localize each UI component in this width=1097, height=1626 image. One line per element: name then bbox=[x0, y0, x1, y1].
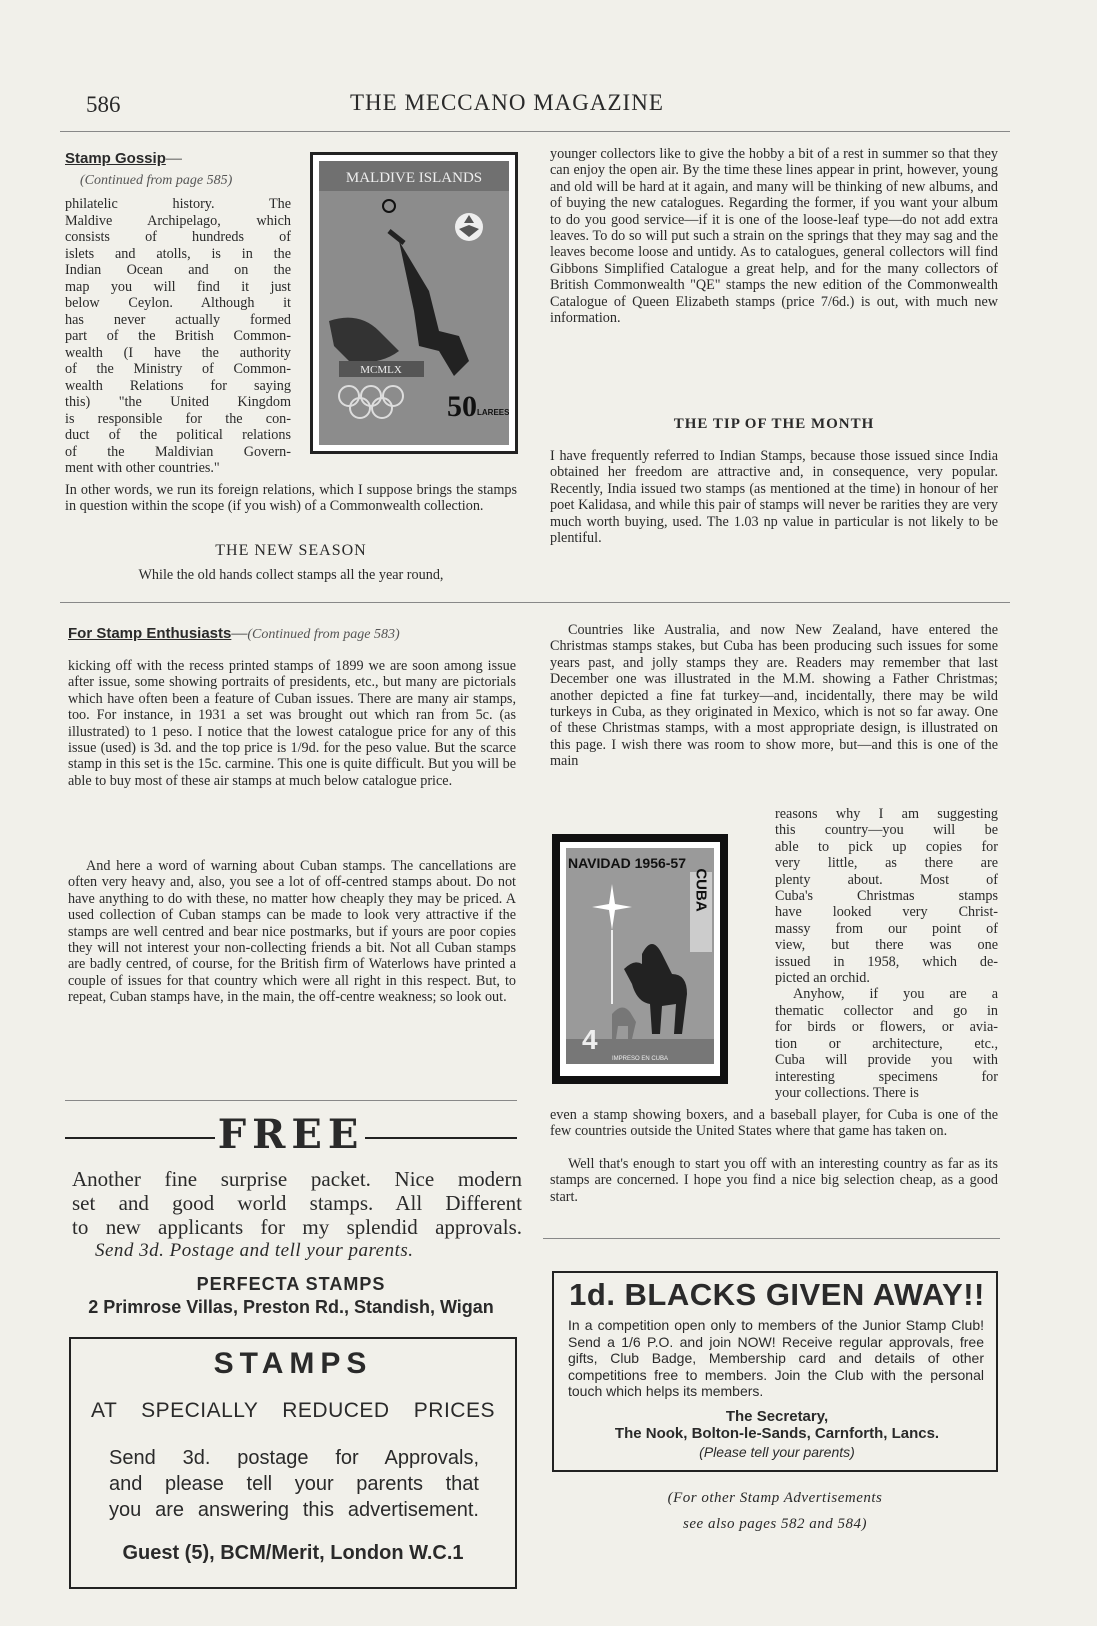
wrapped-line: Cuba will provide you with bbox=[775, 1052, 998, 1069]
wrapped-line: islets and atolls, is in the bbox=[65, 245, 291, 262]
wrapped-line: this) "the United Kingdom bbox=[65, 394, 291, 410]
maldive-year-text: MCMLX bbox=[360, 364, 402, 376]
wrapped-line: below Ceylon. Although it bbox=[65, 295, 291, 311]
wrapped-line: view, but there was one bbox=[775, 937, 998, 954]
tip-of-month-text: I have frequently referred to Indian Stamps, because those issued since India obtained her freedom are attractive and, in consequence, very popular. Recently, India issued two stamps (as mentioned at the time) in honour of her poet Kalidasa, and while this pair of stamps will never be rarities they are very much worth buying, used. The 1.03 np value in particular is not likely to be plentiful. bbox=[550, 448, 998, 547]
wrapped-line: massy from our point of bbox=[775, 920, 998, 937]
enthusiasts-right-para-1: Countries like Australia, and now New Zealand, have entered the Christmas stamps stakes, but Cuba has been producing such issues for some years past, and jolly stamps they are. Readers may remember that last December one was illustrated in the M.M. showing a Father Christmas; another depicted a fine fat turkey—and, incidentally, there may be wild turkeys in Cuba, as they originated in Mexico, which is not so far away. One of these Christmas stamps, with a most appropriate design, is illustrated on this page. I wish there was room to show more, but—and this is one of the main bbox=[550, 622, 998, 770]
free-ad-company: PERFECTA STAMPS bbox=[196, 1274, 386, 1294]
cuba-printer-text: IMPRESO EN CUBA bbox=[611, 1056, 669, 1062]
cuba-stamp-artwork bbox=[552, 834, 728, 1084]
blacks-ad-secretary: The Secretary, bbox=[725, 1408, 829, 1425]
enthusiasts-right-para-3: Well that's enough to start you off with an interesting country as far as its stamps are concerned. I hope you find a nice big selection cheap, as a good start. bbox=[550, 1156, 998, 1205]
stamps-ad-address: Guest (5), BCM/Merit, London W.C.1 bbox=[122, 1542, 464, 1564]
maldive-value-text: 50 bbox=[447, 390, 477, 423]
blacks-ad-title: 1d. BLACKS GIVEN AWAY!! bbox=[569, 1277, 985, 1312]
maldive-country-text: MALDIVE ISLANDS bbox=[345, 170, 483, 186]
wrapped-line: of the Ministry of Common- bbox=[65, 361, 291, 377]
stamps-ad-line-3: you are answering this advertisement. bbox=[109, 1499, 479, 1521]
wrapped-line: is responsible for the con- bbox=[65, 410, 291, 427]
enthusiasts-heading: For Stamp Enthusiasts bbox=[68, 625, 232, 642]
enthusiasts-continued: (Continued from page 583) bbox=[247, 627, 400, 642]
wrapped-line: philatelic history. The bbox=[65, 196, 291, 212]
magazine-title: THE MECCANO MAGAZINE bbox=[350, 90, 664, 115]
enthusiasts-right-para-2: even a stamp showing boxers, and a baseball player, for Cuba is one of the few countries outside the United States where that game has taken on. bbox=[550, 1107, 998, 1140]
maldive-currency-text: LAREES bbox=[477, 408, 509, 417]
wrapped-line: this country—you will be bbox=[775, 822, 998, 839]
maldive-stamp-artwork bbox=[319, 161, 509, 445]
free-ad-title: FREE bbox=[217, 1111, 365, 1158]
wrapped-line: very little, as there are bbox=[775, 855, 998, 872]
wrapped-line: plenty about. Most of bbox=[775, 871, 998, 888]
wrapped-line: reasons why I am suggesting bbox=[775, 806, 998, 822]
stamps-ad-title: STAMPS bbox=[213, 1347, 373, 1380]
blacks-ad-address: The Nook, Bolton-le-Sands, Carnforth, Lancs. bbox=[614, 1425, 940, 1442]
wrapped-line: Anyhow, if you are a bbox=[793, 986, 998, 1003]
free-ad-address: 2 Primrose Villas, Preston Rd., Standish, Wigan bbox=[88, 1297, 494, 1317]
stamp-gossip-heading: Stamp Gossip bbox=[65, 150, 166, 167]
stamp-gossip-heading-block bbox=[65, 150, 305, 168]
header-rule bbox=[60, 131, 1010, 132]
blacks-ad-note: (Please tell your parents) bbox=[699, 1444, 855, 1460]
wrapped-line: ment with other countries." bbox=[65, 460, 220, 476]
wrapped-line: interesting specimens for bbox=[775, 1068, 998, 1085]
wrapped-line: map you will find it just bbox=[65, 278, 291, 295]
cuba-country-text: CUBA bbox=[692, 868, 710, 912]
enthusiasts-right-wrapped bbox=[775, 806, 998, 1101]
wrapped-line: tion or architecture, etc., bbox=[775, 1035, 998, 1052]
blacks-ad-box bbox=[552, 1271, 998, 1472]
footer-note-line-2: see also pages 582 and 584) bbox=[683, 1516, 867, 1532]
wrapped-line: Indian Ocean and on the bbox=[65, 262, 291, 278]
maldive-stamp-image bbox=[310, 152, 518, 454]
cuba-inscription-text: NAVIDAD 1956-57 bbox=[568, 855, 687, 871]
cuba-value-text: 4 bbox=[582, 1024, 598, 1055]
free-ad-line-3: to new applicants for my splendid approvals. bbox=[72, 1215, 522, 1239]
blacks-ad-text: In a competition open only to members of the Junior Stamp Club! Send a 1/6 P.O. and join NOW! Receive regular approvals, free gifts, Club Badge, Membership card and details of other competitions free to members. Join the Club with the personal touch which helps its members. bbox=[568, 1317, 984, 1399]
cuba-stamp-image bbox=[552, 834, 728, 1084]
page-number: 586 bbox=[86, 92, 121, 117]
stamp-gossip-right-column: younger collectors like to give the hobby a bit of a rest in summer so that they can enjoy the open air. By the time these lines appear in print, however, young and old will be hard at it again, and many will be thinking of new albums, and of buying the new catalogues. Regarding the former, if you want your album to do you good service—if it is one of the loose-leaf type—do not add extra leaves. To do so will put such a strain on the springs that they may sag and the leaves become loose and untidy. As to catalogues, general collectors will find Gibbons Simplified Catalogue a great help, and for the many collectors of British Commonwealth "QE" stamps the new edition of the Commonwealth Catalogue of Queen Elizabeth stamps (price 7/6d.) is out, with much new information. bbox=[550, 146, 998, 327]
free-ad-line-1: Another fine surprise packet. Nice modern bbox=[72, 1167, 522, 1191]
enthusiasts-para-2: And here a word of warning about Cuban stamps. The cancellations are often very heavy and, also, you see a lot of off-centred stamps about. Do not have anything to do with these, no matter how cheaply they may be priced. A used collection of Cuban stamps can be made to look very attractive if the stamps are well centred and bear nice postmarks, but if yours are poor copies they will not interest your non-collecting friends a bit. Not all Cuban stamps are badly centred, of course, for the British firm of Waterlows have printed a couple of issues for that country which were all right in this respect. But, to repeat, Cuban stamps have, in the main, the off-centre weakness; so look out. bbox=[68, 858, 516, 1006]
enthusiasts-para-1: kicking off with the recess printed stamps of 1899 we are soon among issue after issue, some showing portraits of presidents, etc., but many are pictorials which have often been a feature of Cuban issues. There are many air stamps, too. For instance, in 1931 a set was brought out which ran from 5c. (as illustrated) to 1 peso. I notice that the lowest catalogue price for any of this issue (used) is 3d. and the top price is 1/9d. for the peso value. But the scarce stamp in this set is the 15c. carmine. This one is quite difficult. But you will be able to buy most of these air stamps at much below catalogue price. bbox=[68, 658, 516, 789]
wrapped-line: duct of the political relations bbox=[65, 427, 291, 443]
tip-of-month-heading: THE TIP OF THE MONTH bbox=[673, 416, 875, 432]
stamp-gossip-continued: (Continued from page 585) bbox=[80, 173, 233, 188]
blacks-ad-top-rule bbox=[543, 1238, 1000, 1239]
heading-dash: — bbox=[165, 150, 182, 167]
stamps-ad-line-2: and please tell your parents that bbox=[109, 1473, 479, 1495]
footer-note-line-1: (For other Stamp Advertisements bbox=[667, 1490, 883, 1506]
stamps-ad-line-1: Send 3d. postage for Approvals, bbox=[109, 1447, 479, 1469]
free-ad-line-2: set and good world stamps. All Different bbox=[72, 1191, 522, 1215]
wrapped-line: issued in 1958, which de- bbox=[775, 953, 998, 970]
free-ad-title-row bbox=[65, 1112, 517, 1157]
stamp-gossip-foreign-relations: In other words, we run its foreign relations, which I suppose brings the stamps in question within the scope (if you wish) of a Commonwealth collection. bbox=[65, 482, 517, 515]
wrapped-line: Cuba's Christmas stamps bbox=[775, 888, 998, 905]
enthusiasts-heading-block bbox=[68, 625, 528, 643]
wrapped-line: consists of hundreds of bbox=[65, 229, 291, 245]
free-ad-line-4: Send 3d. Postage and tell your parents. bbox=[95, 1240, 414, 1261]
stamps-ad-subtitle: AT SPECIALLY REDUCED PRICES bbox=[91, 1399, 495, 1422]
wrapped-line: wealth Relations for saying bbox=[65, 377, 291, 394]
section-divider bbox=[60, 602, 1010, 603]
new-season-heading: THE NEW SEASON bbox=[215, 542, 367, 559]
wrapped-line: for birds or flowers, or avia- bbox=[775, 1019, 998, 1036]
free-ad-top-rule bbox=[65, 1100, 517, 1101]
free-ad-left-line bbox=[65, 1137, 215, 1139]
enthusiasts-dash: — bbox=[231, 625, 248, 642]
wrapped-line: wealth (I have the authority bbox=[65, 344, 291, 361]
wrapped-line: Maldive Archipelago, which bbox=[65, 212, 291, 229]
free-ad-right-line bbox=[365, 1137, 517, 1139]
wrapped-line: your collections. There is bbox=[775, 1084, 919, 1101]
wrapped-line: have looked very Christ- bbox=[775, 904, 998, 921]
stamp-gossip-wrapped-text bbox=[65, 196, 291, 477]
wrapped-line: has never actually formed bbox=[65, 311, 291, 328]
wrapped-line: picted an orchid. bbox=[775, 970, 870, 987]
stamps-ad-box bbox=[69, 1337, 517, 1589]
wrapped-line: able to pick up copies for bbox=[775, 838, 998, 855]
wrapped-line: part of the British Common- bbox=[65, 328, 291, 344]
wrapped-line: thematic collector and go in bbox=[775, 1002, 998, 1019]
new-season-text: While the old hands collect stamps all the year round, bbox=[138, 567, 444, 583]
wrapped-line: of the Maldivian Govern- bbox=[65, 443, 291, 460]
